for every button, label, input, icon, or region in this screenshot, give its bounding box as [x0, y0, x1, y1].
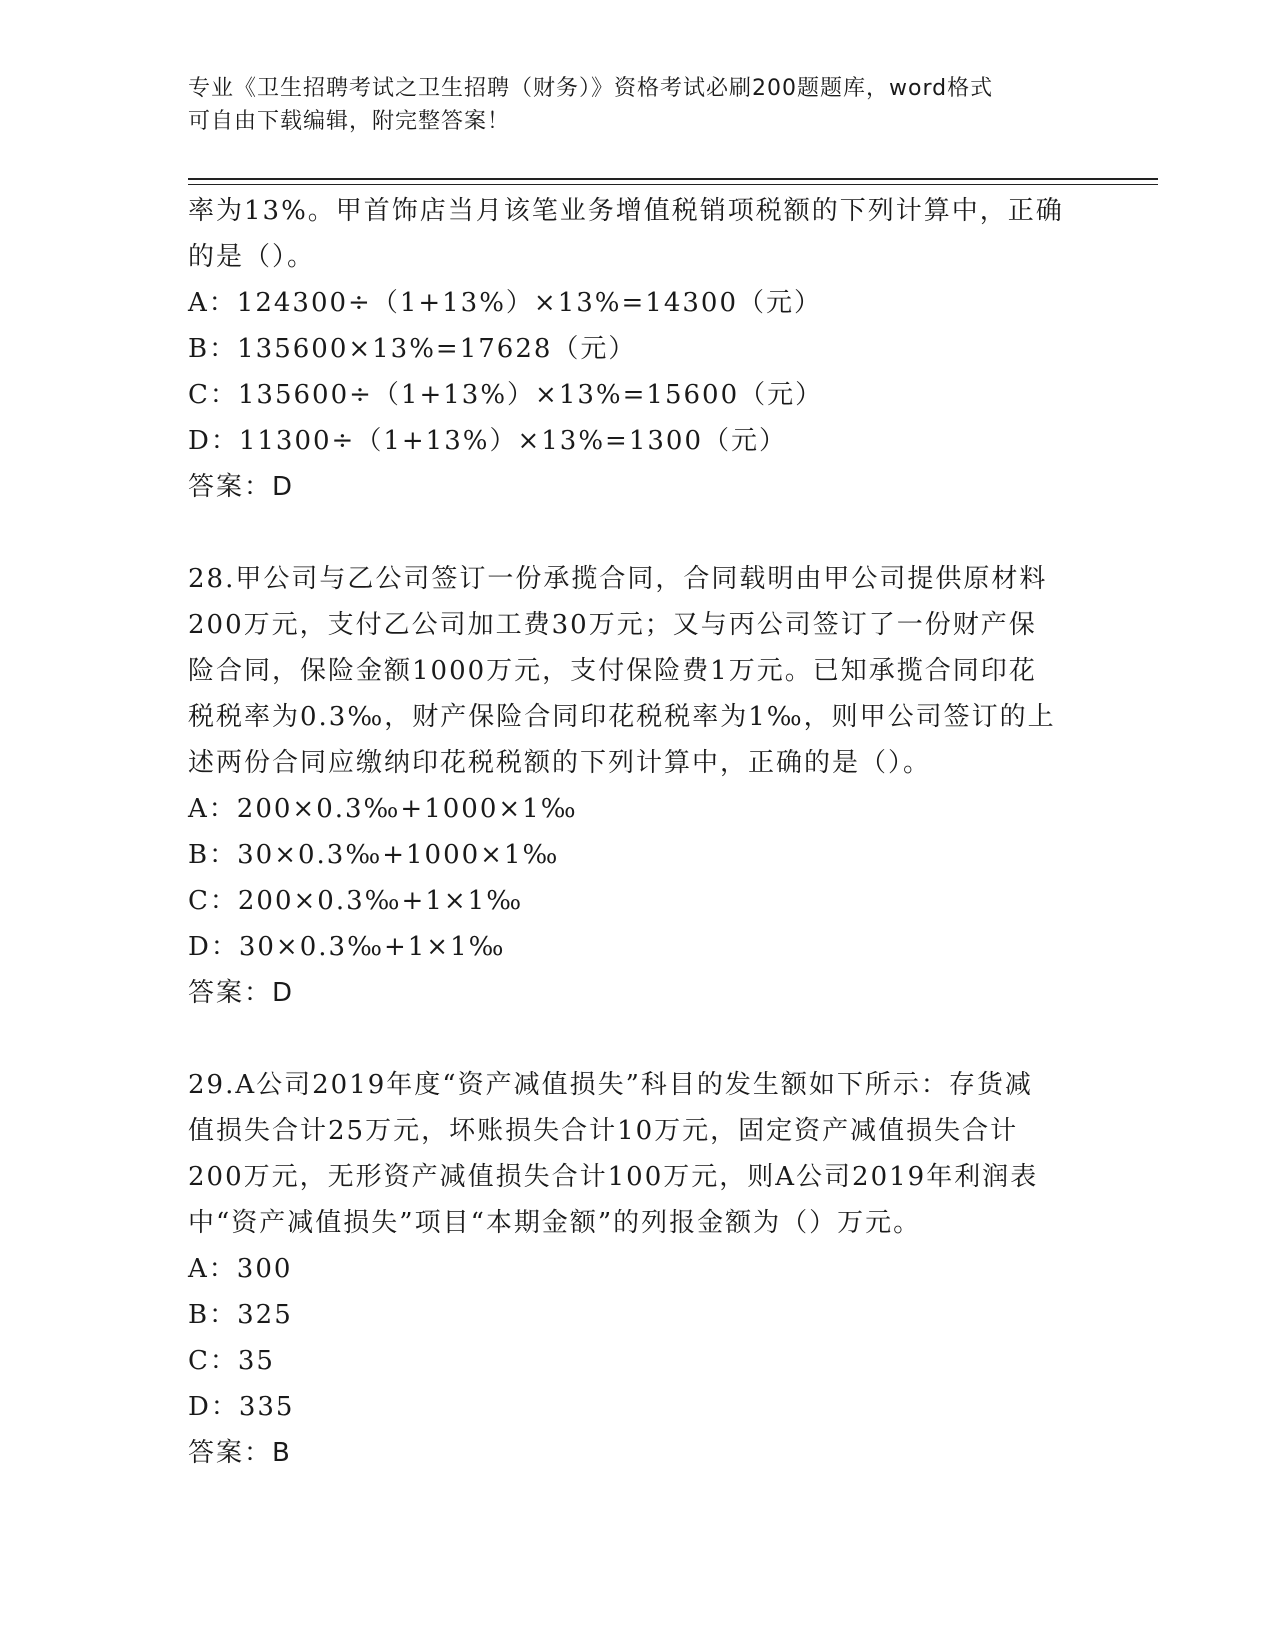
- option-c: C：200×0.3‰+1×1‰: [188, 886, 524, 916]
- header-line-2: 可自由下载编辑，附完整答案！: [188, 109, 511, 134]
- question-29: [188, 1062, 1088, 1476]
- question-stem-line: 税税率为0.3‰，财产保险合同印花税税率为1‰，则甲公司签订的上: [188, 702, 1056, 732]
- option-c: C：35: [188, 1346, 275, 1376]
- spacer: [188, 510, 1088, 556]
- answer: 答案：D: [188, 472, 295, 502]
- option-a: A：124300÷（1+13%）×13%=14300（元）: [188, 288, 822, 318]
- question-stem-line: 值损失合计25万元，坏账损失合计10万元，固定资产减值损失合计: [188, 1116, 1019, 1146]
- question-stem-line: 述两份合同应缴纳印花税税额的下列计算中，正确的是（）。: [188, 748, 932, 778]
- spacer: [188, 1016, 1088, 1062]
- option-a: A：300: [188, 1254, 293, 1284]
- question-stem-line: 中“资产减值损失”项目“本期金额”的列报金额为（）万元。: [188, 1208, 922, 1238]
- document-header: [188, 72, 1068, 138]
- option-d: D：30×0.3‰+1×1‰: [188, 932, 506, 962]
- answer: 答案：B: [188, 1438, 292, 1468]
- option-d: D：11300÷（1+13%）×13%=1300（元）: [188, 426, 787, 456]
- header-line-1: 专业《卫生招聘考试之卫生招聘（财务）》资格考试必刷200题题库，word格式: [188, 76, 994, 101]
- question-28: [188, 556, 1088, 1016]
- question-stem-line: 险合同，保险金额1000万元，支付保险费1万元。已知承揽合同印花: [188, 656, 1037, 686]
- option-c: C：135600÷（1+13%）×13%=15600（元）: [188, 380, 824, 410]
- option-b: B：325: [188, 1300, 293, 1330]
- question-stem-line: 率为13%。甲首饰店当月该笔业务增值税销项税额的下列计算中，正确: [188, 196, 1064, 226]
- header-rule-thin: [188, 184, 1158, 185]
- option-b: B：135600×13%=17628（元）: [188, 334, 637, 364]
- question-stem-line: 200万元，支付乙公司加工费30万元；又与丙公司签订了一份财产保: [188, 610, 1037, 640]
- option-a: A：200×0.3‰+1000×1‰: [188, 794, 578, 824]
- question-stem-line: 28.甲公司与乙公司签订一份承揽合同，合同载明由甲公司提供原材料: [188, 564, 1048, 594]
- option-d: D：335: [188, 1392, 295, 1422]
- answer: 答案：D: [188, 978, 295, 1008]
- question-list: [188, 188, 1088, 1476]
- question-stem-line: 200万元，无形资产减值损失合计100万元，则A公司2019年利润表: [188, 1162, 1039, 1192]
- question-27: [188, 188, 1088, 510]
- header-rule-thick: [188, 178, 1158, 180]
- option-b: B：30×0.3‰+1000×1‰: [188, 840, 560, 870]
- question-stem-line: 29.A公司2019年度“资产减值损失”科目的发生额如下所示：存货减: [188, 1070, 1033, 1100]
- question-stem-line: 的是（）。: [188, 242, 316, 272]
